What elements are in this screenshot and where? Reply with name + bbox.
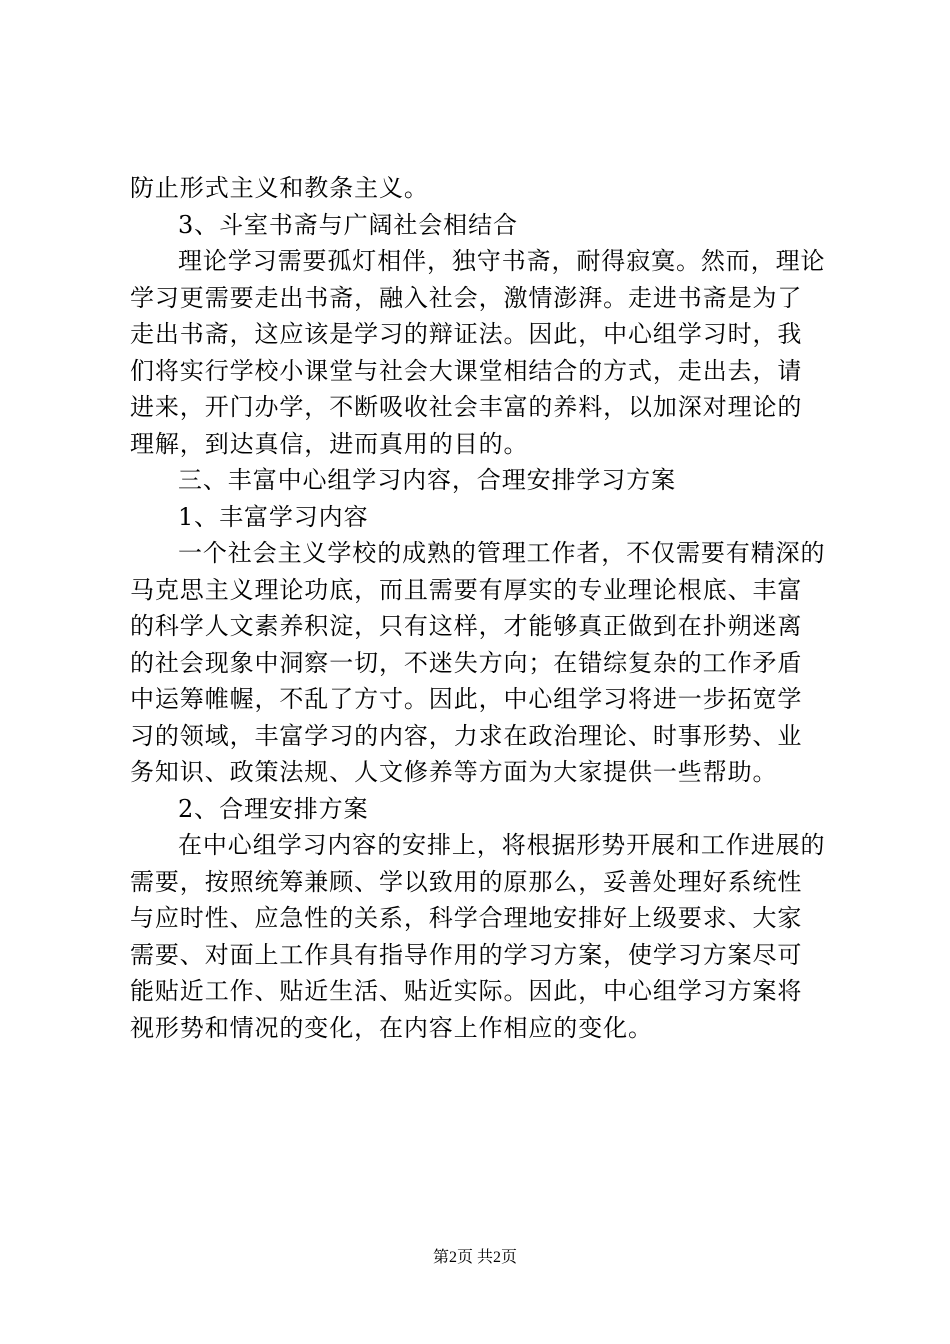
text-line: 习的领域，丰富学习的内容，力求在政治理论、时事形势、业: [130, 721, 803, 750]
text-line: 需要，按照统筹兼顾、学以致用的原那么，妥善处理好系统性: [130, 867, 803, 896]
text-line: 进来，开门办学，不断吸收社会丰富的养料，以加深对理论的: [130, 393, 803, 421]
text-line: 防止形式主义和教条主义。: [130, 174, 429, 202]
text-line: 们将实行学校小课堂与社会大课堂相结合的方式，走出去，请: [130, 356, 803, 385]
text-line: 需要、对面上工作具有指导作用的学习方案，使学习方案尽可: [130, 940, 803, 969]
text-line: 理解，到达真信，进而真用的目的。: [130, 429, 529, 458]
section-heading: 3、斗室书斋与广阔社会相结合: [178, 210, 518, 239]
text-line: 中运筹帷幄，不乱了方寸。因此，中心组学习将进一步拓宽学: [130, 685, 803, 713]
page-number-footer: 第2页 共2页: [432, 1249, 517, 1266]
text-line: 理论学习需要孤灯相伴，独守书斋，耐得寂寞。然而，理论: [178, 247, 826, 275]
document-body: [130, 170, 830, 1046]
text-line: 务知识、政策法规、人文修养等方面为大家提供一些帮助。: [130, 758, 778, 786]
text-line: 与应时性、应急性的关系，科学合理地安排好上级要求、大家: [130, 904, 803, 932]
section-heading: 三、丰富中心组学习内容，合理安排学习方案: [178, 466, 676, 494]
text-line: 视形势和情况的变化，在内容上作相应的变化。: [130, 1013, 653, 1042]
text-line: 走出书斋，这应该是学习的辩证法。因此，中心组学习时，我: [130, 320, 803, 348]
subsection-heading: 2、合理安排方案: [178, 794, 369, 823]
text-line: 能贴近工作、贴近生活、贴近实际。因此，中心组学习方案将: [130, 977, 803, 1005]
subsection-heading: 1、丰富学习内容: [178, 502, 369, 531]
text-line: 的科学人文素养积淀，只有这样，才能够真正做到在扑朔迷离: [130, 612, 803, 640]
text-line: 一个社会主义学校的成熟的管理工作者，不仅需要有精深的: [178, 539, 826, 567]
text-line: 马克思主义理论功底，而且需要有厚实的专业理论根底、丰富: [130, 575, 803, 604]
text-line: 的社会现象中洞察一切，不迷失方向；在错综复杂的工作矛盾: [130, 648, 803, 677]
text-line: 在中心组学习内容的安排上，将根据形势开展和工作进展的: [178, 831, 826, 859]
text-line: 学习更需要走出书斋，融入社会，激情澎湃。走进书斋是为了: [130, 283, 803, 312]
